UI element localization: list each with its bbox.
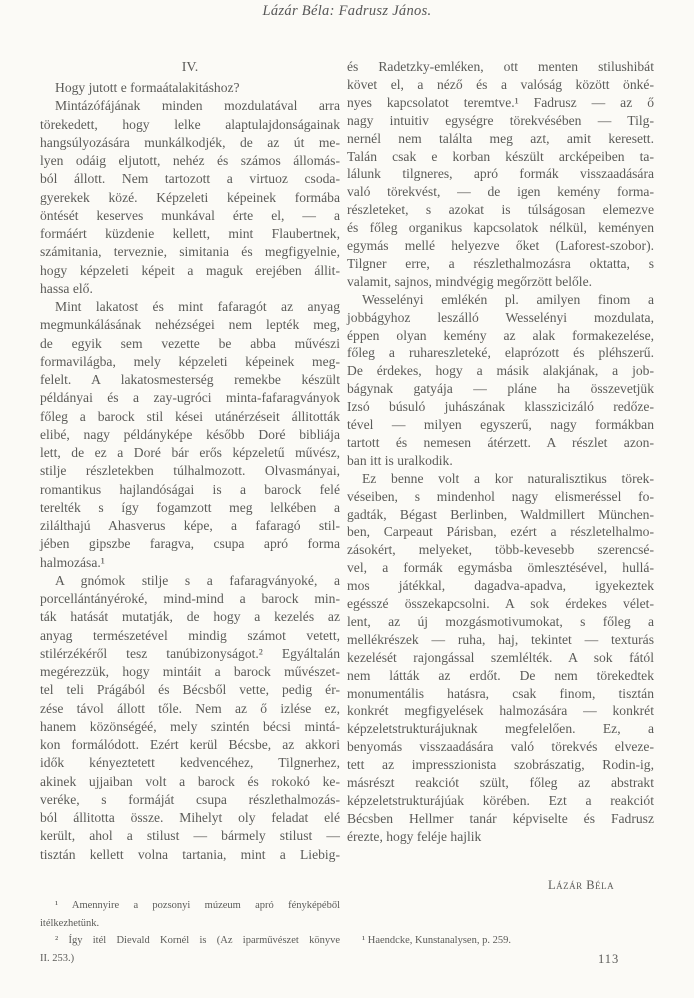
text-line: hassa elő.: [40, 280, 93, 296]
text-line: felelt. A lakatosmesterség remekbe készült: [40, 372, 340, 387]
text-line: Mintázófájának minden mozdulatával arra: [55, 98, 340, 114]
text-line: ból állott. Nem tartozott a virtuoz csoda-: [40, 171, 340, 187]
text-line: Wesselényi emlékén pl. amilyen finom a: [362, 291, 654, 307]
text-line: egésszé összekapcsolni. A sok érdekes vélet-: [347, 596, 654, 611]
text-line: követ el, a néző és a valóság között önké-: [347, 76, 654, 92]
text-line: éppen olyan kemény az alak formakezelése,: [347, 327, 654, 343]
running-header: Lázár Béla: Fadrusz János.: [262, 3, 432, 19]
text-line: tett az impresszionista szobrászatig, Rodin-ig,: [347, 757, 654, 773]
text-line: tartott és nemesen átérzett. A részlet azon-: [347, 434, 654, 450]
footnote-line: ¹ Amennyire a pozsonyi múzeum apró fényképéből: [55, 900, 340, 911]
text-line: részleteket, s azokat is túlságosan elemezve: [347, 202, 654, 218]
text-line: valamit, sajnos, mindvégig megőrzött belőle.: [347, 273, 593, 289]
text-line: porcellántányéroké, mind-mind a barock min-: [40, 591, 340, 606]
text-line: stilérzékéről tesz tanúbizonyságot.² Egyáltalán: [40, 645, 340, 661]
text-line: gadták, Bégast Berlinben, Waldmillert München-: [347, 506, 654, 522]
text-line: Izsó búsuló juhászának klasszicizáló redőze-: [347, 399, 654, 415]
text-line: tével — milyen egyszerű, nagy formákban: [347, 417, 654, 432]
text-line: nyes kapcsolatot teremtve.¹ Fadrusz — az ő: [347, 94, 654, 110]
text-line: akinek ujjaiban volt a barock és rokokó ke-: [40, 773, 340, 789]
section-number: IV.: [181, 60, 199, 75]
text-line: képzeletstrukturájuknak megfelelően. Ez, a: [347, 721, 654, 737]
text-line: öntését keserves munkával érte el, — a: [40, 207, 340, 223]
text-line: való törekvést, — de igen kemény forma-: [347, 184, 654, 200]
text-line: idők kényeztetett kedvencéhez, Tilgnerhez,: [40, 755, 340, 771]
text-line: hangsúlyozására munkálkodjék, de az út me-: [40, 134, 340, 150]
text-line: bágynak gatyája — pláne ha összevetjük: [347, 381, 654, 397]
footnote-line: ² Így itél Dievald Kornél is (Az iparművészet könyve: [55, 935, 340, 946]
footnote-line: itélkezhetünk.: [40, 917, 100, 929]
text-line: főleg a barock stil kései utánérzéseit állitották: [40, 408, 340, 424]
text-line: főleg a ruhareszleteké, elaprózott és pléhszerű.: [347, 345, 654, 361]
text-line: De érdekes, hogy a másik alakjának, a job-: [347, 363, 654, 379]
text-line: Hogy jutott e formaátalakitáshoz?: [55, 80, 240, 95]
author-signature: Lázár Béla: [548, 878, 615, 892]
text-line: de egyik sem vezette be abba művészi: [40, 335, 340, 351]
text-line: elibé, nagy példányképe később Doré bibliája: [40, 426, 340, 442]
text-line: lyen odáig eljutott, nehéz és számos állomás-: [40, 153, 340, 168]
text-line: terelték s így fogamzott meg lelkében a: [40, 499, 340, 515]
text-line: vel, a formák egymásba ömlesztésével, hullá-: [347, 560, 654, 576]
text-line: nem látták az erdőt. De nem törekedtek: [347, 667, 654, 683]
text-line: formáért küzdenie kellett, mint Flaubertnek,: [40, 226, 340, 241]
text-line: és Radetzky-emléken, ott menten stilushibát: [347, 59, 654, 74]
text-line: halmozása.¹: [40, 554, 105, 570]
text-line: mellékrészek — ruha, haj, tekintet — texturás: [347, 631, 654, 647]
text-line: lett, de ez a Doré bár erős képzeletű művész,: [40, 445, 340, 460]
text-line: monumentális hatásra, csak finom, tisztán: [347, 685, 654, 701]
text-line: zásokért, melyeket, több-kevesebb szerencsé-: [347, 542, 654, 558]
text-line: lálunk tilgneres, apró formák visszaadására: [347, 166, 654, 182]
text-line: és főleg organikus kapcsolatok nélkül, keményen: [347, 220, 654, 236]
text-line: jobbágyhoz leszálló Wesselényi mozdulata,: [347, 309, 654, 325]
text-line: lent, az új mozgásmotivumokat, s főleg a: [347, 613, 654, 629]
text-line: megérezzük, hogy mintáit a barock művészet-: [40, 664, 340, 679]
text-line: hanem közönségéé, mely szintén bécsi mintá-: [40, 718, 340, 734]
text-line: benyomás visszaadására való törekvés elveze-: [347, 739, 654, 755]
text-line: mos játékkal, dagadva-apadva, igyekeztek: [347, 578, 654, 594]
text-line: nernél nem találta meg azt, amit keresett.: [347, 130, 654, 146]
text-line: Talán csak e korban készült arcképeiben ta-: [347, 148, 654, 164]
text-line: kon formálódott. Ezért kerül Bécsbe, az akkori: [40, 737, 340, 752]
text-line: érezte, hogy feléje hajlik: [347, 828, 482, 844]
text-line: egymás mellé helyezve őket (Laforest-szobor).: [347, 238, 654, 253]
text-line: jében gipszbe faragva, csupa apró forma: [40, 536, 340, 552]
text-line: gyerekek közé. Képzeleti képeinek formába: [40, 189, 340, 205]
text-line: véseiben, s mindenhol nagy elismeréssel fo-: [347, 488, 654, 504]
text-line: másrészt reakciót szült, főleg az abstrakt: [347, 775, 654, 790]
text-line: Tilgner erre, a részlethalmozásra oktatta, s: [347, 255, 654, 271]
text-line: veréke, s formáját csupa részlethalmozás-: [40, 791, 340, 807]
text-line: romantikus hajlandóságai is a barock felé: [40, 481, 340, 497]
text-line: Ez benne volt a kor naturalisztikus törek-: [362, 470, 654, 486]
text-line: zése távol állott tőle. Nem az ő izlése ez,: [40, 700, 340, 716]
text-line: ben, Carpeaut Párisban, ezért a részletelhalmo-: [347, 524, 654, 540]
text-line: ban itt is uralkodik.: [347, 452, 453, 468]
footnote-line: II. 253.): [40, 952, 75, 964]
text-line: Mint lakatost és mint fafaragót az anyag: [55, 299, 340, 314]
text-line: stilje részletekben túlhalmozott. Olvasmányai,: [40, 463, 340, 479]
text-line: zilálthajú Ahasverus képe, a fafaragó stil-: [40, 518, 340, 533]
text-line: formavilágba, mely képzeleti képeinek meg-: [40, 353, 340, 369]
text-line: nagy intuitiv egységre törekvésében — Tilg-: [347, 112, 654, 128]
footnote-line: ¹ Haendcke, Kunstanalysen, p. 259.: [362, 935, 511, 946]
text-line: képzeletstrukturájúak körében. Ezt a reakciót: [347, 792, 654, 808]
text-line: ták hatását mutatják, de hogy a kezelés az: [40, 609, 340, 625]
text-line: tisztán kellett volna tartania, mint a Liebig-: [40, 846, 340, 862]
text-line: ból állitotta össze. Mihelyt oly feladat elé: [40, 810, 340, 825]
page-number: 113: [598, 952, 620, 966]
text-line: példányai és a zay-ugróci minta-fafaragványok: [40, 390, 340, 406]
text-line: kezelését rajongással szemlélték. A sok fától: [347, 649, 654, 665]
text-line: A gnómok stilje s a fafaragványoké, a: [55, 572, 340, 588]
text-line: hogy képzeleti képeit a maguk erejében állit-: [40, 262, 340, 278]
text-line: megmunkálásának nehézségei nem lepték meg,: [40, 317, 340, 333]
text-line: anyag természetével mindig számot vetett,: [40, 627, 340, 643]
text-line: tel teli Prágából és Bécsből vette, pedig ér-: [40, 682, 340, 698]
text-line: törekedett, hogy lelke alaptulajdonságainak: [40, 116, 340, 132]
text-line: Bécsben Hellmer tanár képviselte és Fadrusz: [347, 810, 654, 826]
text-line: konkrét megfigyelések halmozására — konkrét: [347, 703, 654, 719]
text-line: került, ahol a stilust — bármely stilust —: [40, 828, 340, 844]
text-line: számitania, terveznie, simitania és megfigyelnie,: [40, 244, 340, 260]
